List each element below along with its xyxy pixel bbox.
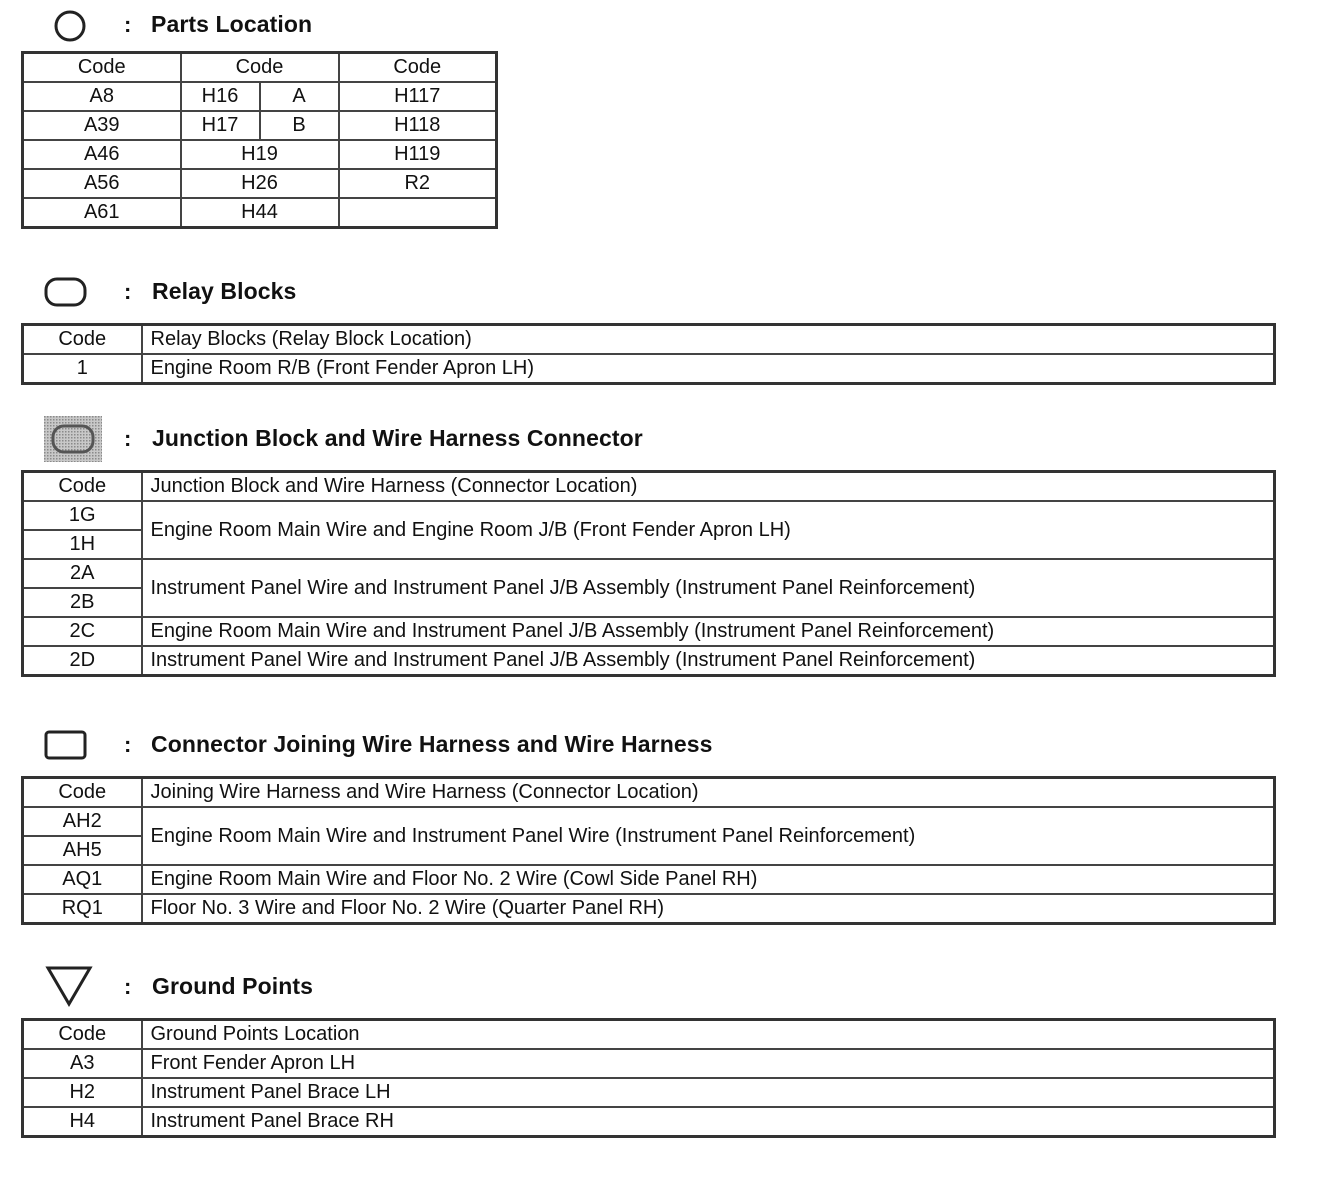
table-header-row bbox=[23, 1020, 1275, 1050]
desc-cell: Engine Room Main Wire and Floor No. 2 Wire (Cowl Side Panel RH) bbox=[142, 865, 1275, 894]
header-cell: Code bbox=[23, 1020, 142, 1050]
header-cell: Code bbox=[181, 53, 339, 83]
code-cell: A8 bbox=[23, 82, 181, 111]
code-cell: AH2 bbox=[23, 807, 142, 836]
relay-blocks-table bbox=[21, 323, 1276, 385]
desc-cell: Instrument Panel Brace LH bbox=[142, 1078, 1275, 1107]
section-colon: : bbox=[124, 426, 132, 451]
table-row bbox=[23, 169, 497, 198]
triangle-down-icon bbox=[45, 965, 93, 1012]
table-row bbox=[23, 1049, 1275, 1078]
rectangle-icon bbox=[44, 729, 88, 766]
table-header-row bbox=[23, 778, 1275, 808]
code-cell: 1 bbox=[23, 354, 142, 384]
header-cell: Code bbox=[23, 472, 142, 502]
desc-cell: Instrument Panel Brace RH bbox=[142, 1107, 1275, 1137]
code-cell: RQ1 bbox=[23, 894, 142, 924]
code-cell: H44 bbox=[181, 198, 339, 228]
table-row bbox=[23, 140, 497, 169]
table-row bbox=[23, 501, 1275, 530]
code-cell: H4 bbox=[23, 1107, 142, 1137]
desc-cell: Instrument Panel Wire and Instrument Panel J/B Assembly (Instrument Panel Reinforcement) bbox=[142, 559, 1275, 617]
code-cell: AH5 bbox=[23, 836, 142, 865]
header-cell: Ground Points Location bbox=[142, 1020, 1275, 1050]
code-cell: H2 bbox=[23, 1078, 142, 1107]
code-cell: A61 bbox=[23, 198, 181, 228]
code-cell: 2C bbox=[23, 617, 142, 646]
ground-points-title: Ground Points bbox=[152, 973, 314, 999]
section-colon: : bbox=[124, 732, 132, 757]
junction-block-table bbox=[21, 470, 1276, 677]
table-row bbox=[23, 646, 1275, 676]
desc-cell: Floor No. 3 Wire and Floor No. 2 Wire (Quarter Panel RH) bbox=[142, 894, 1275, 924]
table-row bbox=[23, 1078, 1275, 1107]
code-cell: H16 bbox=[181, 82, 260, 111]
table-header-row bbox=[23, 472, 1275, 502]
header-cell: Junction Block and Wire Harness (Connector Location) bbox=[142, 472, 1275, 502]
code-cell: B bbox=[260, 111, 339, 140]
junction-block-title: Junction Block and Wire Harness Connector bbox=[152, 425, 643, 451]
table-row bbox=[23, 111, 497, 140]
code-cell: A56 bbox=[23, 169, 181, 198]
table-row bbox=[23, 1107, 1275, 1137]
table-header-row bbox=[23, 53, 497, 83]
desc-cell: Engine Room Main Wire and Instrument Panel J/B Assembly (Instrument Panel Reinforcement) bbox=[142, 617, 1275, 646]
table-row bbox=[23, 559, 1275, 588]
code-cell: 2B bbox=[23, 588, 142, 617]
desc-cell: Engine Room Main Wire and Engine Room J/B (Front Fender Apron LH) bbox=[142, 501, 1275, 559]
desc-cell: Instrument Panel Wire and Instrument Panel J/B Assembly (Instrument Panel Reinforcement) bbox=[142, 646, 1275, 676]
header-cell: Relay Blocks (Relay Block Location) bbox=[142, 325, 1275, 355]
code-cell: H19 bbox=[181, 140, 339, 169]
shaded-rounded-rect-icon bbox=[44, 416, 102, 467]
code-cell: AQ1 bbox=[23, 865, 142, 894]
code-cell: A bbox=[260, 82, 339, 111]
ground-points-table bbox=[21, 1018, 1276, 1138]
desc-cell: Front Fender Apron LH bbox=[142, 1049, 1275, 1078]
table-row bbox=[23, 198, 497, 228]
table-row bbox=[23, 865, 1275, 894]
code-cell: H26 bbox=[181, 169, 339, 198]
connector-joining-title: Connector Joining Wire Harness and Wire Harness bbox=[151, 731, 713, 757]
code-cell: H118 bbox=[339, 111, 497, 140]
code-cell: 2D bbox=[23, 646, 142, 676]
section-colon: : bbox=[124, 279, 132, 304]
table-row bbox=[23, 617, 1275, 646]
code-cell: R2 bbox=[339, 169, 497, 198]
table-row bbox=[23, 354, 1275, 384]
circle-icon bbox=[53, 9, 87, 48]
parts-location-table bbox=[21, 51, 498, 229]
code-cell: 1G bbox=[23, 501, 142, 530]
section-colon: : bbox=[124, 974, 132, 999]
code-cell: H119 bbox=[339, 140, 497, 169]
desc-cell: Engine Room R/B (Front Fender Apron LH) bbox=[142, 354, 1275, 384]
connector-joining-table bbox=[21, 776, 1276, 925]
code-cell: 2A bbox=[23, 559, 142, 588]
parts-location-title: Parts Location bbox=[151, 11, 313, 37]
header-cell: Code bbox=[23, 53, 181, 83]
code-cell: H17 bbox=[181, 111, 260, 140]
rounded-rect-icon bbox=[44, 276, 88, 313]
table-row bbox=[23, 894, 1275, 924]
code-cell: A39 bbox=[23, 111, 181, 140]
header-cell: Joining Wire Harness and Wire Harness (Connector Location) bbox=[142, 778, 1275, 808]
code-cell: A46 bbox=[23, 140, 181, 169]
code-cell: 1H bbox=[23, 530, 142, 559]
header-cell: Code bbox=[339, 53, 497, 83]
relay-blocks-title: Relay Blocks bbox=[152, 278, 297, 304]
table-row bbox=[23, 807, 1275, 836]
desc-cell: Engine Room Main Wire and Instrument Panel Wire (Instrument Panel Reinforcement) bbox=[142, 807, 1275, 865]
code-cell: A3 bbox=[23, 1049, 142, 1078]
table-header-row bbox=[23, 325, 1275, 355]
table-row bbox=[23, 82, 497, 111]
section-colon: : bbox=[124, 12, 132, 37]
header-cell: Code bbox=[23, 325, 142, 355]
header-cell: Code bbox=[23, 778, 142, 808]
code-cell bbox=[339, 198, 497, 228]
code-cell: H117 bbox=[339, 82, 497, 111]
